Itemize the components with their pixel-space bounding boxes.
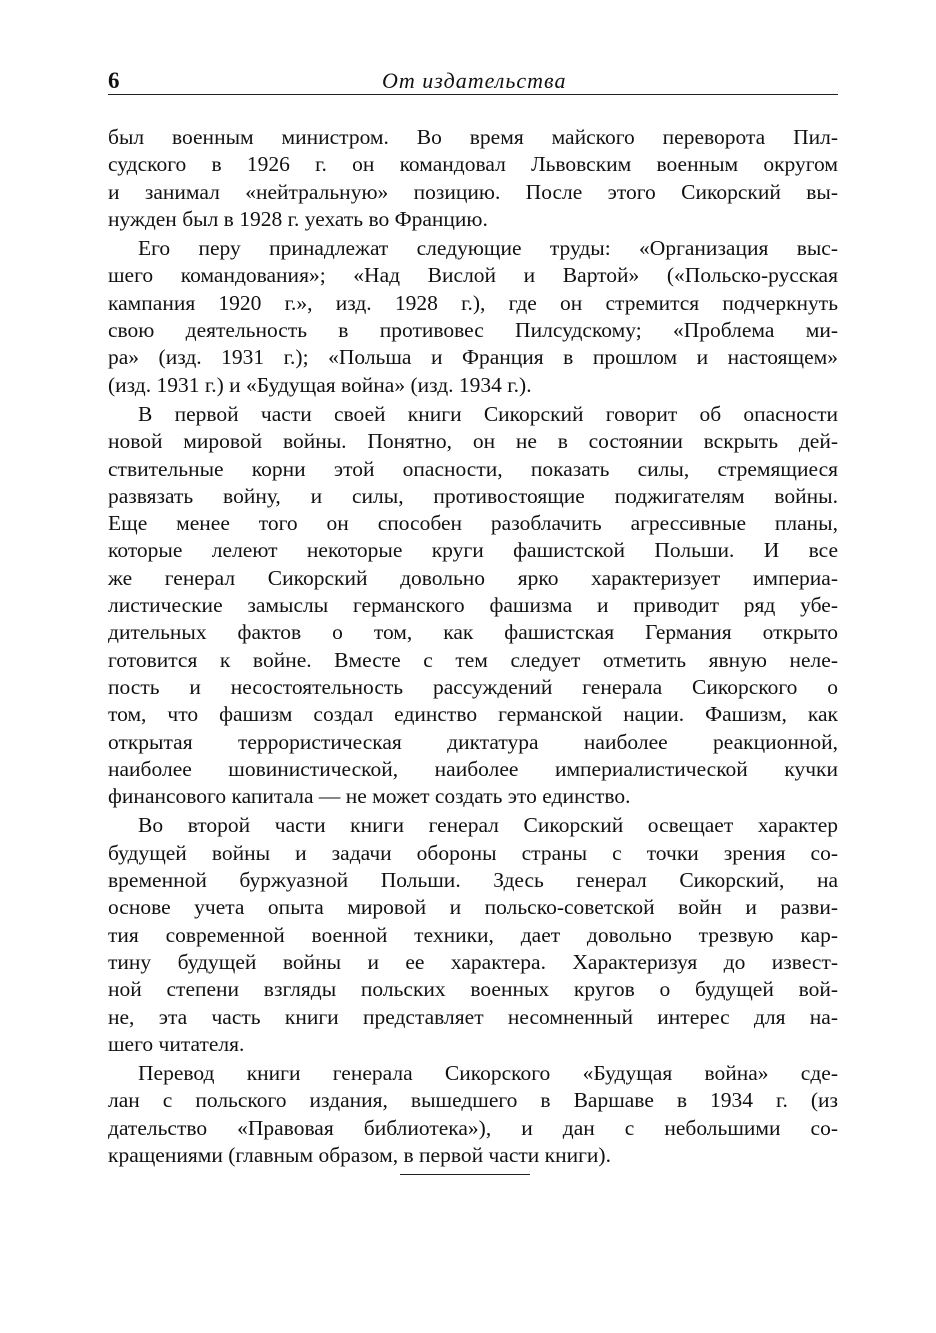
text-line: свою деятельность в противовес Пилсудскому; «Проблема ми- xyxy=(108,318,838,343)
text-line: судского в 1926 г. он командовал Львовским военным округом xyxy=(108,152,838,177)
text-line: листические замыслы германского фашизма и приводит ряд убе- xyxy=(108,593,838,618)
text-line: которые лелеют некоторые круги фашистской Польши. И все xyxy=(108,538,838,563)
text-line: В первой части своей книги Сикорский говорит об опасности xyxy=(138,401,838,426)
text-line: был военным министром. Во время майского переворота Пил- xyxy=(108,125,838,149)
header-rule xyxy=(108,94,838,95)
text-line: временной буржуазной Польши. Здесь генерал Сикорский, на xyxy=(108,868,838,893)
text-line: кращениями (главным образом, в первой части книги). xyxy=(108,1142,611,1167)
text-line: пость и несостоятельность рассуждений генерала Сикорского о xyxy=(108,674,838,699)
text-line: ной степени взгляды польских военных кругов о будущей вой- xyxy=(108,977,838,1002)
text-line: кампания 1920 г.», изд. 1928 г.), где он стремится подчеркнуть xyxy=(108,290,838,315)
text-line: Его перу принадлежат следующие труды: «Организация выс- xyxy=(138,236,838,261)
text-line: основе учета опыта мировой и польско-советской войн и разви- xyxy=(108,895,838,920)
text-line: лан с польского издания, вышедшего в Варшаве в 1934 г. (из xyxy=(108,1088,838,1113)
text-line: ра» (изд. 1931 г.); «Польша и Франция в прошлом и настоящем» xyxy=(108,345,838,370)
text-line: ствительные корни этой опасности, показать силы, стремящиеся xyxy=(108,456,838,481)
text-line: шего командования»; «Над Вислой и Вартой» («Польско-русская xyxy=(108,263,838,288)
text-line: финансового капитала — не может создать это единство. xyxy=(108,784,631,809)
text-line: Еще менее того он способен разоблачить агрессивные планы, xyxy=(108,511,838,536)
paragraph-2 xyxy=(108,235,838,399)
body-text xyxy=(108,124,838,1171)
text-line: тину будущей войны и ее характера. Характеризуя до извест- xyxy=(108,949,838,974)
text-line: же генерал Сикорский довольно ярко характеризует империа- xyxy=(108,565,838,590)
text-line: Во второй части книги генерал Сикорский освещает характер xyxy=(138,813,838,838)
text-line: и занимал «нейтральную» позицию. После этого Сикорский вы- xyxy=(108,179,838,204)
text-line: наиболее шовинистической, наиболее империалистической кучки xyxy=(108,756,838,781)
text-line: дательство «Правовая библиотека»), и дан с небольшими со- xyxy=(108,1115,838,1140)
paragraph-1 xyxy=(108,124,838,233)
text-line: тия современной военной техники, дает довольно трезвую кар- xyxy=(108,922,838,947)
text-line: (изд. 1931 г.) и «Будущая война» (изд. 1934 г.). xyxy=(108,372,532,397)
running-title: От издательства xyxy=(382,68,567,93)
paragraph-3 xyxy=(108,401,838,810)
text-line: не, эта часть книги представляет несомненный интерес для на- xyxy=(108,1004,838,1029)
text-line: Перевод книги генерала Сикорского «Будущая война» сде- xyxy=(138,1061,838,1086)
text-line: развязать войну, и силы, противостоящие поджигателям войны. xyxy=(108,483,838,508)
paragraph-5 xyxy=(108,1060,838,1169)
text-line: открытая террористическая диктатура наиболее реакционной, xyxy=(108,729,838,754)
text-line: новой мировой войны. Понятно, он не в состоянии вскрыть дей- xyxy=(108,429,838,454)
paragraph-4 xyxy=(108,812,838,1058)
text-line: дительных фактов о том, как фашистская Германия открыто xyxy=(108,620,838,645)
text-line: том, что фашизм создал единство германской нации. Фашизм, как xyxy=(108,702,838,727)
text-line: будущей войны и задачи обороны страны с точки зрения со- xyxy=(108,840,838,865)
page-number: 6 xyxy=(108,68,120,93)
text-line: готовится к войне. Вместе с тем следует отметить явную неле- xyxy=(108,647,838,672)
page-header xyxy=(108,68,838,96)
text-line: нужден был в 1928 г. уехать во Францию. xyxy=(108,206,488,231)
closing-rule xyxy=(400,1174,530,1175)
text-line: шего читателя. xyxy=(108,1031,245,1056)
